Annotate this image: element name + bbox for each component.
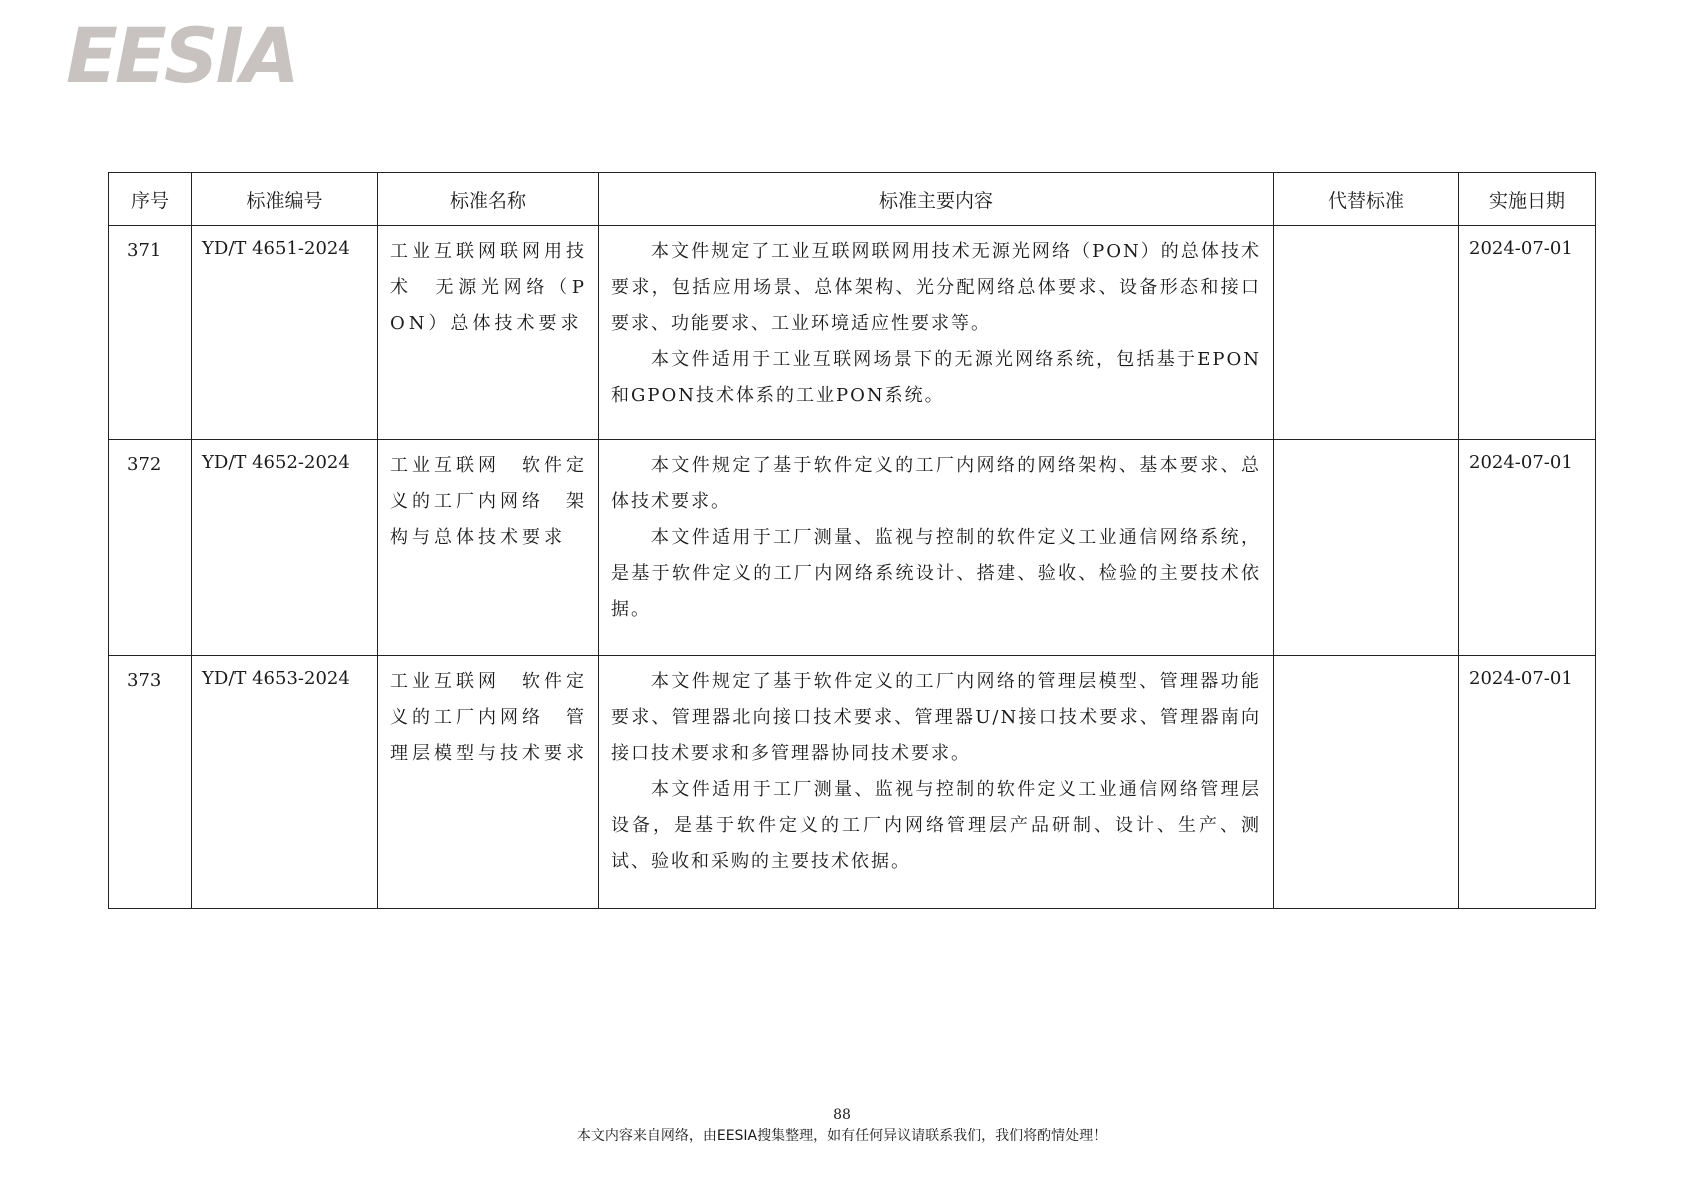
row-date: 2024-07-01 bbox=[1459, 440, 1596, 656]
row-seq: 372 bbox=[109, 440, 192, 656]
row-code: YD/T 4653-2024 bbox=[192, 656, 378, 909]
page-number: 88 bbox=[833, 1107, 851, 1123]
row-name: 工业互联网 软件定义的工厂内网络 架构与总体技术要求 bbox=[378, 440, 599, 656]
table-row bbox=[109, 226, 1596, 440]
header-name: 标准名称 bbox=[378, 173, 599, 226]
content-paragraph: 本文件规定了基于软件定义的工厂内网络的网络架构、基本要求、总体技术要求。 bbox=[611, 455, 1261, 512]
content-paragraph: 本文件适用于工业互联网场景下的无源光网络系统，包括基于EPON和GPON技术体系的工业PON系统。 bbox=[611, 349, 1261, 406]
row-replaces bbox=[1274, 226, 1459, 440]
eesia-logo: EESIA bbox=[66, 11, 297, 100]
header-date: 实施日期 bbox=[1459, 173, 1596, 226]
row-date: 2024-07-01 bbox=[1459, 656, 1596, 909]
table-row bbox=[109, 656, 1596, 909]
row-seq: 371 bbox=[109, 226, 192, 440]
row-content bbox=[599, 226, 1274, 440]
row-name: 工业互联网联网用技术 无源光网络（PON）总体技术要求 bbox=[378, 226, 599, 440]
row-code: YD/T 4652-2024 bbox=[192, 440, 378, 656]
standards-table bbox=[108, 172, 1596, 909]
row-code: YD/T 4651-2024 bbox=[192, 226, 378, 440]
row-date: 2024-07-01 bbox=[1459, 226, 1596, 440]
content-paragraph: 本文件规定了工业互联网联网用技术无源光网络（PON）的总体技术要求，包括应用场景、总体架构、光分配网络总体要求、设备形态和接口要求、功能要求、工业环境适应性要求等。 bbox=[611, 241, 1261, 334]
row-replaces bbox=[1274, 440, 1459, 656]
header-content: 标准主要内容 bbox=[599, 173, 1274, 226]
row-content bbox=[599, 656, 1274, 909]
table-row bbox=[109, 440, 1596, 656]
row-replaces bbox=[1274, 656, 1459, 909]
footer-disclaimer: 本文内容来自网络，由EESIA搜集整理，如有任何异议请联系我们，我们将酌情处理！ bbox=[576, 1128, 1108, 1144]
header-replaces: 代替标准 bbox=[1274, 173, 1459, 226]
header-seq: 序号 bbox=[109, 173, 192, 226]
row-name: 工业互联网 软件定义的工厂内网络 管理层模型与技术要求 bbox=[378, 656, 599, 909]
header-code: 标准编号 bbox=[192, 173, 378, 226]
content-paragraph: 本文件适用于工厂测量、监视与控制的软件定义工业通信网络管理层设备，是基于软件定义的工厂内网络管理层产品研制、设计、生产、测试、验收和采购的主要技术依据。 bbox=[611, 779, 1261, 872]
row-seq: 373 bbox=[109, 656, 192, 909]
content-paragraph: 本文件规定了基于软件定义的工厂内网络的管理层模型、管理器功能要求、管理器北向接口技术要求、管理器U/N接口技术要求、管理器南向接口技术要求和多管理器协同技术要求。 bbox=[611, 671, 1261, 764]
content-paragraph: 本文件适用于工厂测量、监视与控制的软件定义工业通信网络系统，是基于软件定义的工厂内网络系统设计、搭建、验收、检验的主要技术依据。 bbox=[611, 527, 1261, 620]
row-content bbox=[599, 440, 1274, 656]
table-header-row bbox=[109, 173, 1596, 226]
